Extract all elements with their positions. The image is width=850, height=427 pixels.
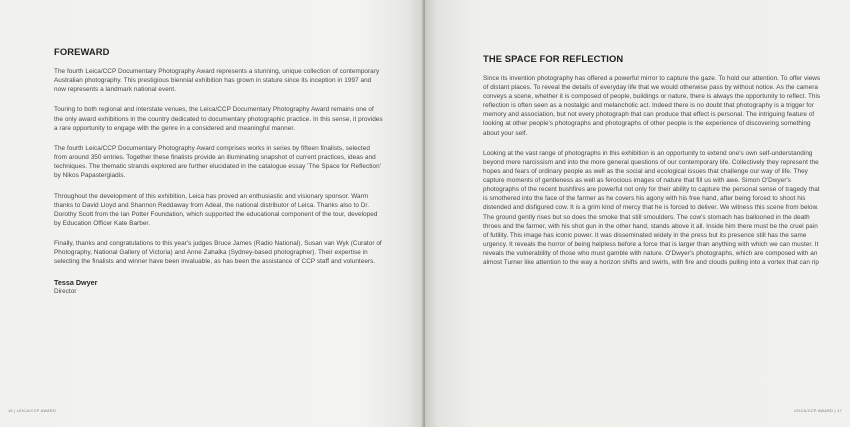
foreword-paragraph-3: The fourth Leica/CCP Documentary Photography Award comprises works in series by fifteen finalists, selected from around 350 entries. Together these finalists provide an illuminating snapshot of current practices, ideas and techniques. The thematic strands explored are further elucidated in the catalogue essay 'The Space for Reflection' by Nikos Papastergiadis. bbox=[54, 144, 381, 180]
foreword-paragraph-2: Touring to both regional and interstate venues, the Leica/CCP Documentary Photography Award remains one of the only award exhibitions in the country dedicated to documentary photographic practice. In this sense, it provides a rare opportunity to engage with the genre in a considered and meaningful manner. bbox=[54, 106, 383, 132]
right-page bbox=[425, 0, 850, 427]
essay-paragraph-1: Since its invention photography has offered a powerful mirror to capture the gaze. To hold our attention. To offer views of distant places. To reveal the details of everyday life that we would otherwise pass by without notice. As the camera conveys a scene, whether it is composed of people, buildings or nature, there is always the opportunity to reflect. This reflection is often seen as a nostalgic and melancholic act. Indeed there is no doubt that photography is a trigger for memory and association, but not every photograph that can produce that effect is personal. The intriguing feature of looking at other people's photographs and photographs of other people is the experience of discovering something about your self. bbox=[483, 75, 821, 137]
left-folio: 16 | LEICA/CCP AWARD bbox=[8, 409, 56, 413]
foreword-heading: FOREWARD bbox=[54, 46, 110, 57]
signature-role: Director bbox=[54, 287, 77, 295]
signature-name: Tessa Dwyer bbox=[54, 277, 98, 287]
right-folio: LEICA/CCP AWARD | 17 bbox=[794, 409, 842, 413]
essay-column bbox=[483, 53, 823, 278]
foreword-paragraph-5: Finally, thanks and congratulations to this year's judges Bruce James (Radio National), Susan van Wyk (Curator of Photography, National Gallery of Victoria) and Anne Zahalka (Sydney-based photographer). Their expertise in selecting the finalists and winner have been invaluable, as has been the assistance of CCP staff and volunteers. bbox=[54, 240, 382, 266]
foreword-paragraph-1: The fourth Leica/CCP Documentary Photography Award represents a stunning, unique collection of contemporary Australian photography. This prestigious biennial exhibition has grown in stature since its inception in 1997 and now represents a landmark national event. bbox=[54, 68, 380, 94]
essay-paragraph-2: Looking at the vast range of photographs in this exhibition is an opportunity to extend one's own self-understanding beyond mere narcissism and into the more general questions of our contemporary life. Collectively they represent the hopes and fears of ordinary people as well as the social and ecological issues that challenge our way of life. They capture moments of gentleness as well as ferocious images of nature that fill us with awe. Simon O'Dwyer's photographs of the recent bushfires are powerful not only for their ability to capture the personal sense of tragedy that is smothered into the face of the farmer as he covers his agony with his free hand, after being forced to shoot his distended and disfigured cow. It is a grim kind of mercy that he is forced to deliver. We witness this scene from below. The ground gently rises but so does the smoke that still smoulders. The cow's stomach has ballooned in the death throes and the farmer, with his shot gun in the other hand, stands above it all. Inside him there must be the cruel pain of futility. This image has iconic power. It was disseminated widely in the press but its presence still has the same urgency. It reveals the horror of being helpless before a force that is larger than anything with which we can muster. It reveals the vulnerability of those who must gamble with nature. O'Dwyer's photographs, which are composed with an almost Turner like attention to the way a horizon shifts and swirls, with fire and clouds pulling into a vortex that can rip bbox=[483, 149, 820, 266]
foreword-paragraph-4: Throughout the development of this exhibition, Leica has proved an enthusiastic and visionary sponsor. Warm thanks to David Lloyd and Shannon Reddaway from Adeal, the national distributor of Leica. Thanks also to Dr. Dorothy Scott from the Ian Potter Foundation, which supported the educational component of the tour, developed by Education Officer Kate Barber. bbox=[54, 192, 378, 227]
foreword-column bbox=[54, 46, 384, 296]
essay-heading: THE SPACE FOR REFLECTION bbox=[483, 53, 624, 64]
